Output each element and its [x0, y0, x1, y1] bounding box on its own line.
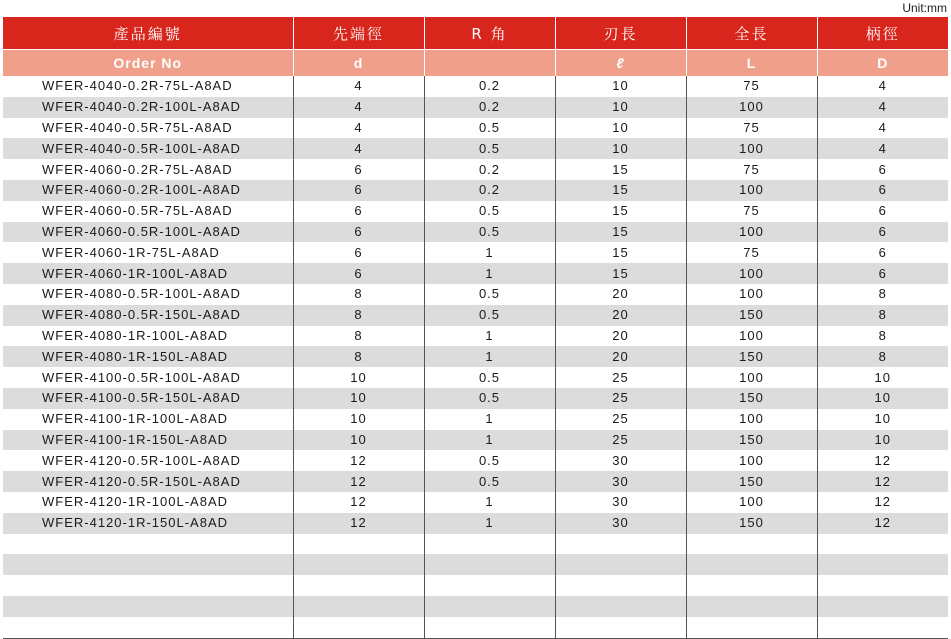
order-no-cell: WFER-4120-0.5R-100L-A8AD	[3, 450, 293, 471]
table-row	[3, 284, 948, 305]
tip-diameter-cell: 6	[293, 201, 424, 222]
overall-length-cell	[686, 575, 817, 596]
flute-length-cell: 30	[555, 471, 686, 492]
overall-length-cell: 150	[686, 305, 817, 326]
flute-length-cell: 10	[555, 118, 686, 139]
overall-length-cell: 100	[686, 326, 817, 347]
table-row	[3, 97, 948, 118]
flute-length-cell: 15	[555, 159, 686, 180]
order-no-cell	[3, 596, 293, 617]
overall-length-cell	[686, 534, 817, 555]
order-no-cell: WFER-4100-0.5R-100L-A8AD	[3, 367, 293, 388]
table-row	[3, 201, 948, 222]
overall-length-cell: 75	[686, 76, 817, 97]
order-no-cell: WFER-4080-1R-150L-A8AD	[3, 346, 293, 367]
order-no-cell	[3, 617, 293, 638]
table-row	[3, 76, 948, 97]
shank-diameter-cell: 10	[817, 367, 948, 388]
header-row-symbols	[3, 50, 948, 77]
shank-diameter-cell: 12	[817, 492, 948, 513]
shank-diameter-cell	[817, 534, 948, 555]
shank-diameter-cell: 10	[817, 388, 948, 409]
table-row	[3, 388, 948, 409]
tip-diameter-cell: 8	[293, 284, 424, 305]
table-row	[3, 138, 948, 159]
shank-diameter-cell: 6	[817, 159, 948, 180]
overall-length-cell: 100	[686, 492, 817, 513]
order-no-cell: WFER-4060-1R-75L-A8AD	[3, 242, 293, 263]
overall-length-cell: 150	[686, 471, 817, 492]
flute-length-cell: 10	[555, 97, 686, 118]
corner-radius-cell: 0.5	[424, 201, 555, 222]
flute-length-cell	[555, 534, 686, 555]
table-row	[3, 575, 948, 596]
flute-length-cell	[555, 554, 686, 575]
corner-radius-cell: 0.5	[424, 450, 555, 471]
table-row	[3, 159, 948, 180]
corner-radius-cell: 0.5	[424, 367, 555, 388]
header-D-symbol: D	[817, 50, 948, 77]
flute-length-cell: 15	[555, 242, 686, 263]
table-row	[3, 534, 948, 555]
corner-radius-cell	[424, 534, 555, 555]
flute-length-cell	[555, 617, 686, 638]
corner-radius-cell: 0.5	[424, 305, 555, 326]
overall-length-cell: 75	[686, 118, 817, 139]
overall-length-cell	[686, 617, 817, 638]
table-row	[3, 409, 948, 430]
shank-diameter-cell: 4	[817, 138, 948, 159]
flute-length-cell: 10	[555, 138, 686, 159]
shank-diameter-cell: 4	[817, 118, 948, 139]
shank-diameter-cell	[817, 617, 948, 638]
corner-radius-cell: 0.5	[424, 118, 555, 139]
corner-radius-cell: 0.5	[424, 222, 555, 243]
tip-diameter-cell	[293, 554, 424, 575]
table-row	[3, 513, 948, 534]
shank-diameter-cell: 6	[817, 263, 948, 284]
corner-radius-cell: 1	[424, 513, 555, 534]
tip-diameter-cell: 4	[293, 138, 424, 159]
shank-diameter-cell: 12	[817, 450, 948, 471]
header-flute-length-label: 刃長	[555, 17, 686, 50]
order-no-cell	[3, 575, 293, 596]
tip-diameter-cell: 12	[293, 471, 424, 492]
flute-length-cell: 30	[555, 450, 686, 471]
flute-length-cell: 20	[555, 346, 686, 367]
tip-diameter-cell	[293, 534, 424, 555]
shank-diameter-cell	[817, 554, 948, 575]
overall-length-cell: 100	[686, 450, 817, 471]
header-order-no-label: 產品編號	[3, 17, 293, 50]
order-no-cell: WFER-4080-0.5R-150L-A8AD	[3, 305, 293, 326]
order-no-cell: WFER-4060-0.2R-75L-A8AD	[3, 159, 293, 180]
corner-radius-cell	[424, 575, 555, 596]
order-no-cell: WFER-4060-0.5R-100L-A8AD	[3, 222, 293, 243]
corner-radius-cell: 1	[424, 409, 555, 430]
corner-radius-cell: 1	[424, 242, 555, 263]
tip-diameter-cell: 6	[293, 222, 424, 243]
table-row	[3, 367, 948, 388]
overall-length-cell: 100	[686, 222, 817, 243]
tip-diameter-cell: 10	[293, 409, 424, 430]
order-no-cell: WFER-4040-0.5R-100L-A8AD	[3, 138, 293, 159]
flute-length-cell	[555, 596, 686, 617]
shank-diameter-cell: 12	[817, 471, 948, 492]
corner-radius-cell	[424, 617, 555, 638]
shank-diameter-cell: 12	[817, 513, 948, 534]
shank-diameter-cell: 10	[817, 430, 948, 451]
overall-length-cell: 150	[686, 430, 817, 451]
table-row	[3, 180, 948, 201]
header-l-symbol: ℓ	[555, 50, 686, 77]
corner-radius-cell: 1	[424, 326, 555, 347]
header-overall-length-label: 全長	[686, 17, 817, 50]
tip-diameter-cell: 10	[293, 388, 424, 409]
unit-label: Unit:mm	[902, 1, 947, 15]
flute-length-cell: 10	[555, 76, 686, 97]
shank-diameter-cell	[817, 575, 948, 596]
order-no-cell: WFER-4100-1R-150L-A8AD	[3, 430, 293, 451]
header-d-symbol: d	[293, 50, 424, 77]
order-no-cell: WFER-4100-1R-100L-A8AD	[3, 409, 293, 430]
tip-diameter-cell: 8	[293, 346, 424, 367]
overall-length-cell: 100	[686, 138, 817, 159]
table-row	[3, 492, 948, 513]
overall-length-cell: 100	[686, 180, 817, 201]
corner-radius-cell: 1	[424, 430, 555, 451]
flute-length-cell: 25	[555, 388, 686, 409]
shank-diameter-cell	[817, 596, 948, 617]
flute-length-cell	[555, 575, 686, 596]
tip-diameter-cell: 6	[293, 180, 424, 201]
flute-length-cell: 25	[555, 430, 686, 451]
tip-diameter-cell	[293, 617, 424, 638]
tip-diameter-cell: 4	[293, 118, 424, 139]
order-no-cell	[3, 534, 293, 555]
overall-length-cell: 100	[686, 409, 817, 430]
order-no-cell: WFER-4040-0.2R-75L-A8AD	[3, 76, 293, 97]
order-no-cell: WFER-4120-0.5R-150L-A8AD	[3, 471, 293, 492]
tip-diameter-cell: 12	[293, 492, 424, 513]
tip-diameter-cell: 6	[293, 263, 424, 284]
corner-radius-cell: 0.2	[424, 159, 555, 180]
table-row	[3, 430, 948, 451]
overall-length-cell: 75	[686, 242, 817, 263]
tip-diameter-cell: 8	[293, 326, 424, 347]
order-no-cell: WFER-4040-0.2R-100L-A8AD	[3, 97, 293, 118]
overall-length-cell: 150	[686, 513, 817, 534]
header-row-labels	[3, 17, 948, 50]
shank-diameter-cell: 6	[817, 222, 948, 243]
overall-length-cell: 150	[686, 388, 817, 409]
corner-radius-cell: 0.2	[424, 180, 555, 201]
table-row	[3, 346, 948, 367]
order-no-cell: WFER-4120-1R-150L-A8AD	[3, 513, 293, 534]
tip-diameter-cell: 10	[293, 367, 424, 388]
table-row	[3, 263, 948, 284]
tip-diameter-cell: 4	[293, 97, 424, 118]
table-row	[3, 471, 948, 492]
overall-length-cell: 100	[686, 367, 817, 388]
table-row	[3, 554, 948, 575]
overall-length-cell: 100	[686, 97, 817, 118]
corner-radius-cell: 0.5	[424, 388, 555, 409]
tip-diameter-cell: 8	[293, 305, 424, 326]
shank-diameter-cell: 4	[817, 97, 948, 118]
shank-diameter-cell: 8	[817, 326, 948, 347]
overall-length-cell: 75	[686, 159, 817, 180]
corner-radius-cell: 1	[424, 263, 555, 284]
order-no-cell: WFER-4120-1R-100L-A8AD	[3, 492, 293, 513]
table-row	[3, 118, 948, 139]
flute-length-cell: 30	[555, 492, 686, 513]
order-no-cell: WFER-4100-0.5R-150L-A8AD	[3, 388, 293, 409]
flute-length-cell: 20	[555, 284, 686, 305]
tip-diameter-cell: 4	[293, 76, 424, 97]
table-row	[3, 596, 948, 617]
corner-radius-cell: 1	[424, 492, 555, 513]
table-row	[3, 222, 948, 243]
overall-length-cell: 75	[686, 201, 817, 222]
tip-diameter-cell	[293, 575, 424, 596]
order-no-cell: WFER-4060-0.2R-100L-A8AD	[3, 180, 293, 201]
corner-radius-cell: 0.5	[424, 471, 555, 492]
overall-length-cell: 100	[686, 263, 817, 284]
flute-length-cell: 15	[555, 263, 686, 284]
order-no-cell: WFER-4080-0.5R-100L-A8AD	[3, 284, 293, 305]
table-row	[3, 617, 948, 638]
overall-length-cell: 150	[686, 346, 817, 367]
tip-diameter-cell: 12	[293, 450, 424, 471]
shank-diameter-cell: 8	[817, 284, 948, 305]
header-order-no-symbol: Order No	[3, 50, 293, 77]
flute-length-cell: 15	[555, 222, 686, 243]
flute-length-cell: 20	[555, 326, 686, 347]
overall-length-cell	[686, 554, 817, 575]
tip-diameter-cell: 12	[293, 513, 424, 534]
header-tip-diameter-label: 先端徑	[293, 17, 424, 50]
table-row	[3, 450, 948, 471]
spec-table	[3, 17, 948, 639]
corner-radius-cell: 1	[424, 346, 555, 367]
table-row	[3, 242, 948, 263]
flute-length-cell: 20	[555, 305, 686, 326]
table-row	[3, 305, 948, 326]
corner-radius-cell: 0.2	[424, 76, 555, 97]
flute-length-cell: 25	[555, 409, 686, 430]
tip-diameter-cell: 10	[293, 430, 424, 451]
flute-length-cell: 30	[555, 513, 686, 534]
shank-diameter-cell: 6	[817, 180, 948, 201]
tip-diameter-cell: 6	[293, 242, 424, 263]
table-row	[3, 326, 948, 347]
shank-diameter-cell: 8	[817, 305, 948, 326]
shank-diameter-cell: 6	[817, 242, 948, 263]
flute-length-cell: 15	[555, 180, 686, 201]
order-no-cell: WFER-4040-0.5R-75L-A8AD	[3, 118, 293, 139]
order-no-cell: WFER-4080-1R-100L-A8AD	[3, 326, 293, 347]
header-corner-radius-label: R 角	[424, 17, 555, 50]
shank-diameter-cell: 8	[817, 346, 948, 367]
corner-radius-cell: 0.5	[424, 138, 555, 159]
shank-diameter-cell: 4	[817, 76, 948, 97]
order-no-cell: WFER-4060-0.5R-75L-A8AD	[3, 201, 293, 222]
flute-length-cell: 25	[555, 367, 686, 388]
shank-diameter-cell: 10	[817, 409, 948, 430]
corner-radius-cell	[424, 554, 555, 575]
header-shank-diameter-label: 柄徑	[817, 17, 948, 50]
corner-radius-cell	[424, 596, 555, 617]
shank-diameter-cell: 6	[817, 201, 948, 222]
corner-radius-cell: 0.5	[424, 284, 555, 305]
tip-diameter-cell	[293, 596, 424, 617]
overall-length-cell: 100	[686, 284, 817, 305]
corner-radius-cell: 0.2	[424, 97, 555, 118]
overall-length-cell	[686, 596, 817, 617]
header-r-symbol	[424, 50, 555, 77]
order-no-cell: WFER-4060-1R-100L-A8AD	[3, 263, 293, 284]
tip-diameter-cell: 6	[293, 159, 424, 180]
table-body	[3, 76, 948, 638]
header-L-symbol: L	[686, 50, 817, 77]
flute-length-cell: 15	[555, 201, 686, 222]
order-no-cell	[3, 554, 293, 575]
